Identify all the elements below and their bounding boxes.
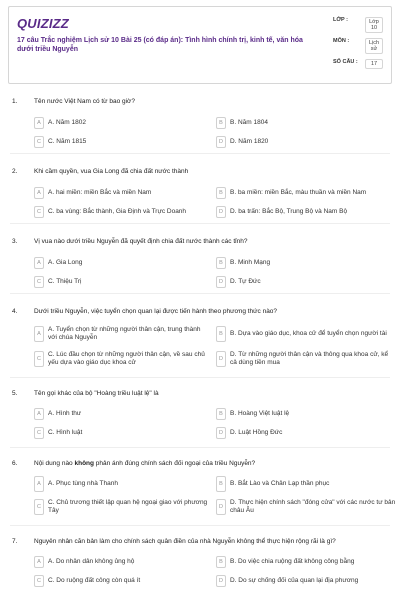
question-2 [10,154,390,224]
question-number: 5. [12,390,18,397]
question-number: 4. [12,308,18,315]
option-c[interactable]: C C. Lúc đầu chọn từ những người thân cận, về sau chủ yếu dựa vào giáo dục khoa cử [34,350,210,368]
option-d[interactable]: D D. Từ những người thân cận và thông qua khoa cử, kể cả dùng tiền mua [216,350,396,368]
question-6 [10,448,396,526]
meta-count [333,59,383,69]
option-b[interactable]: B B. Hoàng Việt luật lệ [216,407,289,421]
option-b[interactable]: B B. Bắt Lào và Chân Lạp thần phục [216,477,329,491]
question-text: Tên gọi khác của bộ "Hoàng triều luật lệ" là [34,390,159,397]
meta-count-label: SỐ CÂU : [333,59,358,65]
question-text: Vị vua nào dưới triều Nguyễn đã quyết định chia đất nước thành các tỉnh? [34,238,248,245]
worksheet-header [8,6,392,84]
option-c[interactable]: C C. Do ruộng đất công còn quá ít [34,574,140,588]
meta-subject-label: MÔN : [333,38,350,44]
question-text: Tên nước Việt Nam có từ bao giờ? [34,98,135,105]
worksheet-title: 17 câu Trắc nghiệm Lịch sử 10 Bài 25 (có đáp án): Tình hình chính trị, kinh tế, văn hóa dưới triều Nguyễn [17,37,303,53]
question-number: 6. [12,460,18,467]
option-a[interactable]: A A. Năm 1802 [34,116,86,130]
option-d[interactable]: D D. Luật Hồng Đức [216,426,282,440]
question-number: 2. [12,168,18,175]
emphasis-not: không [74,460,94,467]
meta-subject [333,38,383,54]
option-b[interactable]: B B. Do việc chia ruộng đất không công bằng [216,555,354,569]
option-a[interactable]: A A. Do nhân dân không ủng hộ [34,555,134,569]
question-5 [10,378,390,448]
option-d[interactable]: D D. Do sự chống đối của quan lại địa phương [216,574,358,588]
question-text: Nguyên nhân căn bản làm cho chính sách quân điền của nhà Nguyễn không thể thực hiện rộng rãi là gì? [34,538,336,545]
question-number: 7. [12,538,18,545]
option-c[interactable]: C C. ba vùng: Bắc thành, Gia Định và Trực Doanh [34,205,186,219]
question-3 [10,224,390,294]
option-d[interactable]: D D. Tự Đức [216,275,261,289]
option-b[interactable]: B B. Dựa vào giáo dục, khoa cử để tuyển chọn người tài [216,325,396,343]
option-b[interactable]: B B. ba miền: miền Bắc, màu thuần và miền Nam [216,186,366,200]
question-text: Khi cầm quyền, vua Gia Long đã chia đất nước thành [34,168,189,175]
quizizz-logo: QUIZIZZ [17,16,69,31]
option-b[interactable]: B B. Minh Mạng [216,256,270,270]
option-c[interactable]: C C. Chủ trương thiết lập quan hệ ngoại giao với phương Tây [34,498,210,516]
meta-grade [333,17,383,33]
option-a[interactable]: A A. Tuyển chọn từ những người thân cận, trung thành với chúa Nguyễn [34,325,210,343]
question-list [10,84,396,596]
meta-subject-value: Lịch sử [365,38,383,54]
question-number: 3. [12,238,18,245]
option-d[interactable]: D D. Năm 1820 [216,135,268,149]
option-d[interactable]: D D. Thực hiện chính sách "đóng cửa" với các nước tư bản châu Âu [216,498,396,516]
option-b[interactable]: B B. Năm 1804 [216,116,268,130]
option-c[interactable]: C C. Hình luật [34,426,82,440]
question-number: 1. [12,98,18,105]
option-c[interactable]: C C. Thiệu Trị [34,275,81,289]
question-text: Dưới triều Nguyễn, việc tuyển chọn quan lại được tiến hành theo phương thức nào? [34,308,278,315]
option-c[interactable]: C C. Năm 1815 [34,135,86,149]
option-a[interactable]: A A. hai miền: miền Bắc và miền Nam [34,186,151,200]
option-a[interactable]: A A. Hình thư [34,407,81,421]
question-4 [10,294,390,378]
question-text: Nội dung nào không phản ánh đúng chính sách đối ngoại của triều Nguyễn? [34,460,256,467]
meta-grade-value: Lớp 10 [365,17,383,33]
meta-grade-label: LỚP : [333,17,348,23]
meta-count-value: 17 [365,59,383,69]
option-d[interactable]: D D. ba trấn: Bắc Bộ, Trung Bộ và Nam Bộ [216,205,347,219]
worksheet-meta [333,17,383,74]
option-a[interactable]: A A. Phục tùng nhà Thanh [34,477,118,491]
question-1 [10,84,390,154]
option-a[interactable]: A A. Gia Long [34,256,82,270]
question-7 [10,526,390,596]
